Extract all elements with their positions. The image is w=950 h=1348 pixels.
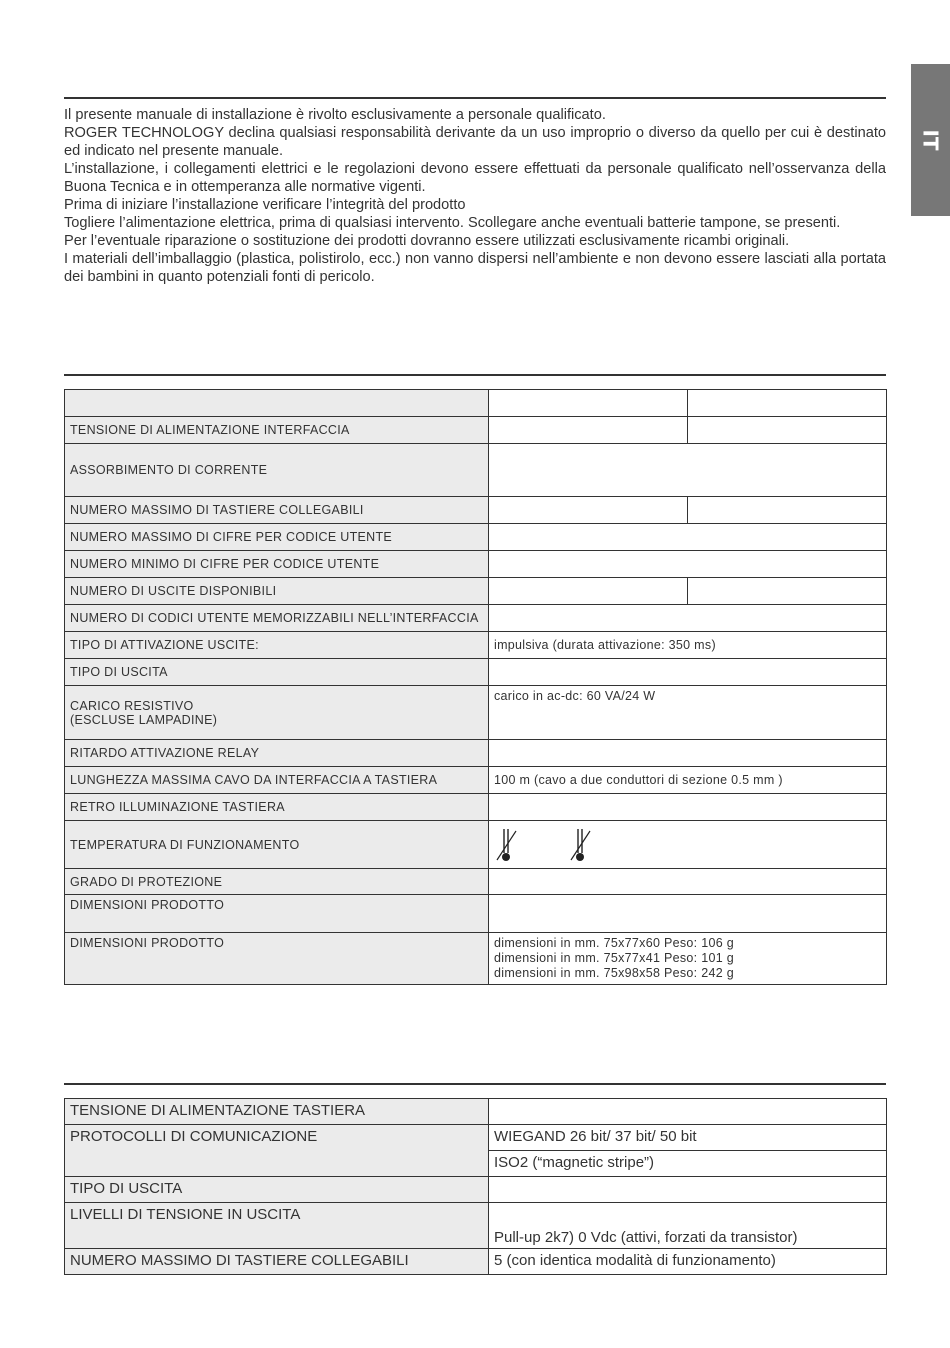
spec-value: Pull-up 2k7) 0 Vdc (attivi, forzati da transistor) <box>489 1203 887 1249</box>
spec-value: 100 m (cavo a due conduttori di sezione 0.5 mm ) <box>489 767 887 794</box>
spec-label: PROTOCOLLI DI COMUNICAZIONE <box>65 1125 489 1177</box>
table-row <box>65 632 887 659</box>
intro-paragraph: I materiali dell’imballaggio (plastica, polistirolo, ecc.) non vanno dispersi nell’ambiente e non devono essere lasciati alla portata dei bambini in quanto potenziali fonti di pericolo. <box>64 251 886 285</box>
spec-value <box>688 578 887 605</box>
intro-paragraph: Il presente manuale di installazione è rivolto esclusivamente a personale qualificato. <box>64 107 606 123</box>
spec-value <box>489 895 887 933</box>
intro-paragraph: L’installazione, i collegamenti elettrici e le regolazioni devono essere effettuati da personale qualificato nell’osservanza della Buona Tecnica e in ottemperanza alle normative vigenti. <box>64 161 886 195</box>
spec-value <box>489 659 887 686</box>
table-header-cell <box>489 390 688 417</box>
spec-value <box>489 605 887 632</box>
spec-value <box>489 794 887 821</box>
table-row <box>65 417 887 444</box>
spec-value <box>489 578 688 605</box>
spec-label: TIPO DI USCITA <box>65 659 489 686</box>
spec-label: RETRO ILLUMINAZIONE TASTIERA <box>65 794 489 821</box>
interface-specs-table <box>64 389 887 985</box>
spec-value <box>489 497 688 524</box>
intro-paragraph: Prima di iniziare l’installazione verificare l’integrità del prodotto <box>64 197 466 213</box>
spec-value: 5 (con identica modalità di funzionamento) <box>489 1249 887 1275</box>
spec-value: ISO2 (“magnetic stripe”) <box>489 1151 887 1177</box>
table-row <box>65 1203 887 1249</box>
section-rule-specs <box>64 374 886 376</box>
table-row <box>65 895 887 933</box>
spec-label: RITARDO ATTIVAZIONE RELAY <box>65 740 489 767</box>
table-row <box>65 390 887 417</box>
table-row <box>65 686 887 740</box>
spec-value <box>489 740 887 767</box>
spec-value <box>489 551 887 578</box>
spec-value <box>489 869 887 895</box>
intro-paragraph: ROGER TECHNOLOGY declina qualsiasi responsabilità derivante da un uso improprio o diverso da quello per cui è destinato ed indicato nel presente manuale. <box>64 125 886 159</box>
spec-label: TIPO DI USCITA <box>65 1177 489 1203</box>
spec-label: NUMERO MINIMO DI CIFRE PER CODICE UTENTE <box>65 551 489 578</box>
spec-value <box>489 933 887 985</box>
table-row <box>65 578 887 605</box>
spec-value: WIEGAND 26 bit/ 37 bit/ 50 bit <box>489 1125 887 1151</box>
table-row <box>65 659 887 686</box>
spec-label: NUMERO MASSIMO DI CIFRE PER CODICE UTENTE <box>65 524 489 551</box>
spec-value: impulsiva (durata attivazione: 350 ms) <box>489 632 887 659</box>
thermometer-low-icon <box>494 827 520 863</box>
spec-value <box>489 1099 887 1125</box>
table-row <box>65 1249 887 1275</box>
spec-label: NUMERO MASSIMO DI TASTIERE COLLEGABILI <box>65 497 489 524</box>
spec-label-line: (ESCLUSE LAMPADINE) <box>70 712 218 727</box>
table-row <box>65 605 887 632</box>
spec-value <box>688 417 887 444</box>
spec-label-line: CARICO RESISTIVO <box>70 698 194 713</box>
section-rule-keyboard <box>64 1083 886 1085</box>
spec-value <box>489 417 688 444</box>
table-row <box>65 933 887 985</box>
language-tab <box>911 64 950 216</box>
dimension-line: dimensioni in mm. 75x77x60 Peso: 106 g <box>494 936 735 950</box>
spec-label: NUMERO DI USCITE DISPONIBILI <box>65 578 489 605</box>
spec-value <box>688 497 887 524</box>
spec-label: TEMPERATURA DI FUNZIONAMENTO <box>65 821 489 869</box>
spec-value <box>489 524 887 551</box>
table-row <box>65 740 887 767</box>
spec-value <box>489 444 887 497</box>
section-rule-intro <box>64 97 886 99</box>
spec-value <box>489 821 887 869</box>
dimension-line: dimensioni in mm. 75x98x58 Peso: 242 g <box>494 966 735 980</box>
spec-label: ASSORBIMENTO DI CORRENTE <box>65 444 489 497</box>
spec-label: TENSIONE DI ALIMENTAZIONE INTERFACCIA <box>65 417 489 444</box>
language-tab-label: IT <box>918 129 943 151</box>
spec-label: LUNGHEZZA MASSIMA CAVO DA INTERFACCIA A TASTIERA <box>65 767 489 794</box>
spec-label <box>65 686 489 740</box>
spec-label: DIMENSIONI PRODOTTO <box>65 933 489 985</box>
dimension-line: dimensioni in mm. 75x77x41 Peso: 101 g <box>494 951 735 965</box>
table-row <box>65 794 887 821</box>
keyboard-specs-table <box>64 1098 887 1275</box>
table-row <box>65 767 887 794</box>
spec-label: NUMERO MASSIMO DI TASTIERE COLLEGABILI <box>65 1249 489 1275</box>
table-header-cell <box>688 390 887 417</box>
table-row <box>65 444 887 497</box>
table-row <box>65 1099 887 1125</box>
table-row <box>65 524 887 551</box>
table-row <box>65 821 887 869</box>
spec-label: TENSIONE DI ALIMENTAZIONE TASTIERA <box>65 1099 489 1125</box>
spec-label: LIVELLI DI TENSIONE IN USCITA <box>65 1203 489 1249</box>
spec-label: NUMERO DI CODICI UTENTE MEMORIZZABILI NELL’INTERFACCIA <box>65 605 489 632</box>
spec-label: GRADO DI PROTEZIONE <box>65 869 489 895</box>
table-header-cell <box>65 390 489 417</box>
spec-value <box>489 1177 887 1203</box>
table-row <box>65 497 887 524</box>
table-row <box>65 1177 887 1203</box>
table-row <box>65 551 887 578</box>
intro-paragraph: Togliere l’alimentazione elettrica, prima di qualsiasi intervento. Scollegare anche eventuali batterie tampone, se presenti. <box>64 215 841 231</box>
intro-paragraph: Per l’eventuale riparazione o sostituzione dei prodotti dovranno essere utilizzati esclusivamente ricambi originali. <box>64 233 790 249</box>
intro-text <box>64 106 886 286</box>
table-row <box>65 1125 887 1151</box>
spec-label: TIPO DI ATTIVAZIONE USCITE: <box>65 632 489 659</box>
table-row <box>65 869 887 895</box>
spec-value: carico in ac-dc: 60 VA/24 W <box>489 686 887 740</box>
thermometer-high-icon <box>568 827 594 863</box>
spec-label: DIMENSIONI PRODOTTO <box>65 895 489 933</box>
